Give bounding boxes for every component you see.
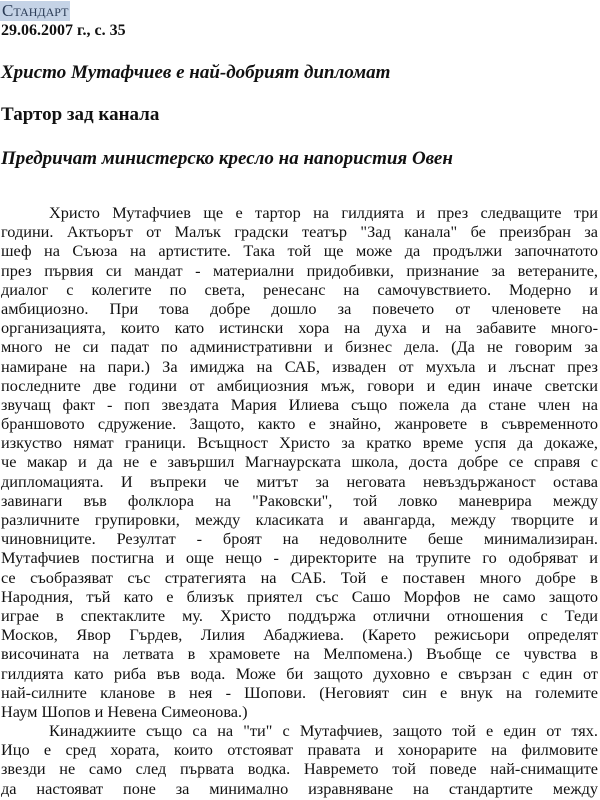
text-line: височината на летвата в храмовете на Мелпомена.) Въобще се чувства в: [1, 644, 598, 664]
text-line: чиновниците. Резултат - броят на недоволните беше минимализиран.: [1, 529, 598, 549]
text-line: да настояват поне за минимално изравняване на стандартите между: [1, 778, 598, 798]
text-line: години. Актьорът от Малък градски театър "Зад канала" бе преизбран за: [1, 222, 598, 242]
text-line: амбициозно. При това добре дошло за повечето от членовете на: [1, 298, 598, 318]
text-line: изкуство нямат граници. Всъщност Христо за кратко време успя да докаже,: [1, 433, 598, 453]
lead: Предричат министерско кресло на напористия Овен: [1, 148, 453, 169]
text-line: Кинаджиите също са на "ти" с Мутафчиев, защото той е един от тях.: [49, 721, 598, 741]
text-line: организацията, които като истински хора на духа и на забавите много-: [1, 318, 598, 338]
text-line: звучащ факт - поп звездата Мария Илиева също пожела да стане член на: [1, 394, 598, 414]
date-page: 29.06.2007 г., с. 35: [1, 22, 126, 39]
text-line: играе в спектаклите му. Христо поддържа отлични отношения с Теди: [1, 605, 598, 625]
text-line: Ицо е сред хората, които отстояват правата и хонорарите на филмовите: [1, 740, 598, 760]
text-line: много не си падат по административни и бизнес дела. (Да не говорим за: [1, 337, 598, 357]
text-line: гилдията като риба във вода. Може би защото духовно е свързан с един от: [1, 663, 598, 683]
text-line: звезди не само след първата водка. Навремето той поведе най-снимащите: [1, 759, 598, 779]
text-line: Наум Шопов и Невена Симеонова.): [1, 701, 248, 721]
text-line: Народния, тъй като е близък приятел със Сашо Морфов не само защото: [1, 586, 598, 606]
text-line: шеф на Съюза на артистите. Така той ще може да продължи започнатото: [1, 241, 598, 261]
text-line: Христо Мутафчиев ще е тартор на гилдията и през следващите три: [49, 203, 598, 222]
text-line: различните групировки, между класиката и авангарда, между творците и: [1, 510, 598, 529]
text-line: дипломацията. И въпреки че митът за неговата невъздържаност остава: [1, 471, 598, 491]
text-line: Москов, Явор Гърдев, Лилия Абаджиева. (Карето режисьори определят: [1, 625, 598, 645]
text-line: се съобразяват със стратегията на САБ. Той е поставен много добре в: [1, 567, 598, 587]
text-line: браншовото сдружение. Защото, както е знайно, жанровете в съвременното: [1, 414, 598, 434]
text-line: последните две години от амбициозния мъж, говори и един иначе светски: [1, 375, 598, 395]
source-name: Стандарт: [2, 1, 69, 20]
text-line: през първия си мандат - материални придобивки, признание за ветераните,: [1, 260, 598, 280]
subheadline: Тартор зад канала: [1, 104, 160, 125]
text-line: че макар и да не е завършил Магнаурската школа, доста добре се справя с: [1, 452, 598, 472]
text-line: Мутафчиев постигна и още нещо - директорите на трупите го одобряват и: [1, 548, 598, 568]
headline: Христо Мутафчиев е най-добрият дипломат: [1, 62, 391, 83]
text-line: диалог с колегите по света, ренесанс на самочувствието. Модерно и: [1, 279, 598, 299]
text-line: завинаги във фолклора на "Раковски", той ловко маневрира между: [1, 490, 598, 510]
text-line: най-силните кланове в нея - Шопови. (Неговият син е внук на големите: [1, 682, 598, 702]
article-body: [1, 203, 598, 798]
text-line: намиране на пари.) За имиджа на САБ, изваден от мухъла и лъснат през: [1, 356, 598, 376]
